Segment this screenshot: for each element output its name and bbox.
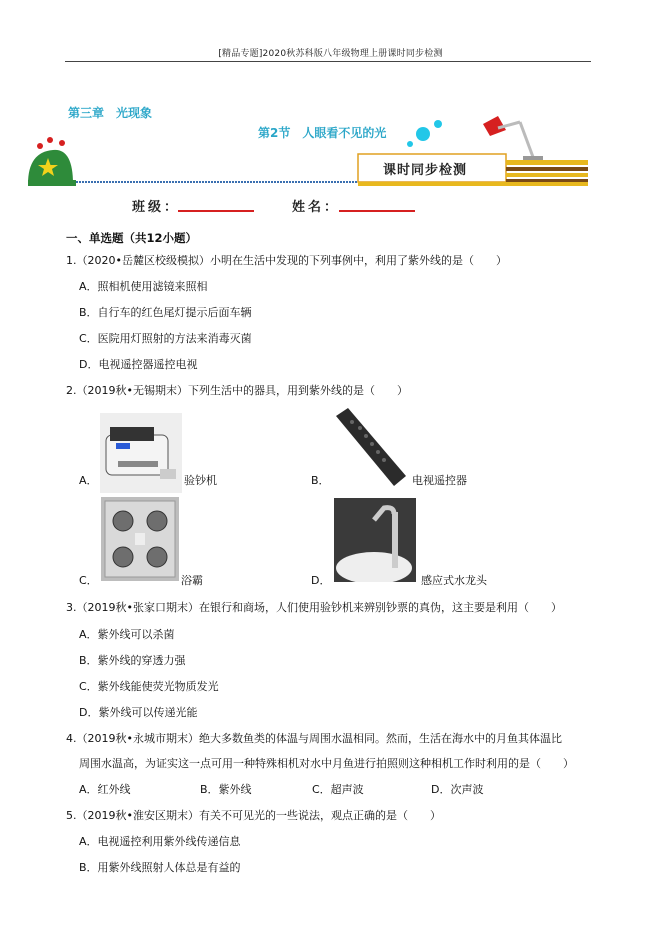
section-title: 第2节 人眼看不见的光 [258,126,387,140]
question-2-option-d-label: 感应式水龙头 [421,574,487,587]
question-2-stem: 2.（2019秋•无锡期末）下列生活中的器具，用到紫外线的是（ ） [66,384,408,397]
page-header: [精品专题]2020秋苏科版八年级物理上册课时同步检测 [218,49,443,59]
sensor-faucet-image [334,498,416,582]
bill-counter-image [100,413,182,493]
question-1-option-a: A．照相机使用滤镜来照相 [79,280,208,293]
chapter-title: 第三章 光现象 [68,106,153,120]
question-1-option-b: B．自行车的红色尾灯提示后面车辆 [79,306,252,319]
question-3-option-d: D．紫外线可以传递光能 [79,706,198,719]
question-4-option-a: A．红外线 [79,783,131,796]
question-4-option-b: B．紫外线 [200,783,252,796]
name-blank[interactable] [339,210,415,212]
question-2-option-a-letter: A． [79,474,98,487]
question-3-option-b: B．紫外线的穿透力强 [79,654,186,667]
class-label: 班级： [132,200,181,215]
question-3-option-a: A．紫外线可以杀菌 [79,628,175,641]
question-4-option-c: C．超声波 [312,783,364,796]
question-2-option-b-label: 电视遥控器 [412,474,467,487]
question-1-option-d: D．电视遥控器遥控电视 [79,358,198,371]
question-1-stem: 1.（2020•岳麓区校级模拟）小明在生活中发现的下列事例中，利用了紫外线的是（ ） [66,254,507,267]
question-1-option-c: C．医院用灯照射的方法来消毒灭菌 [79,332,252,345]
remote-control-image [330,406,410,492]
name-label: 姓名： [292,200,341,215]
question-3-stem: 3.（2019秋•张家口期末）在银行和商场，人们使用验钞机来辨别钞票的真伪，这主要是利用（ ） [66,601,562,614]
section-heading: 一、单选题（共12小题） [66,231,198,245]
question-2-option-b-letter: B． [311,474,330,487]
question-3-option-c: C．紫外线能使荧光物质发光 [79,680,219,693]
class-blank[interactable] [178,210,254,212]
header-divider [65,61,591,62]
question-2-option-d-letter: D． [311,574,331,587]
question-4-option-d: D．次声波 [431,783,484,796]
question-5-option-b: B．用紫外线照射人体总是有益的 [79,861,241,874]
question-4-stem-line-2: 周围水温高，为证实这一点可用一种特殊相机对水中月鱼进行拍照则这种相机工作时利用的是（ ） [79,757,574,770]
stamp-text: 课时同步检测 [383,163,468,178]
question-5-stem: 5.（2019秋•淮安区期末）有关不可见光的一些说法，观点正确的是（ ） [66,809,441,822]
question-2-option-c-label: 浴霸 [181,574,203,587]
question-2-option-c-letter: C． [79,574,98,587]
bath-heater-image [101,497,179,581]
question-2-option-a-label: 验钞机 [184,474,217,487]
question-4-stem-line-1: 4.（2019秋•永城市期末）绝大多数鱼类的体温与周围水温相同。然而，生活在海水中的月鱼其体温比 [66,732,562,745]
question-5-option-a: A．电视遥控利用紫外线传递信息 [79,835,241,848]
